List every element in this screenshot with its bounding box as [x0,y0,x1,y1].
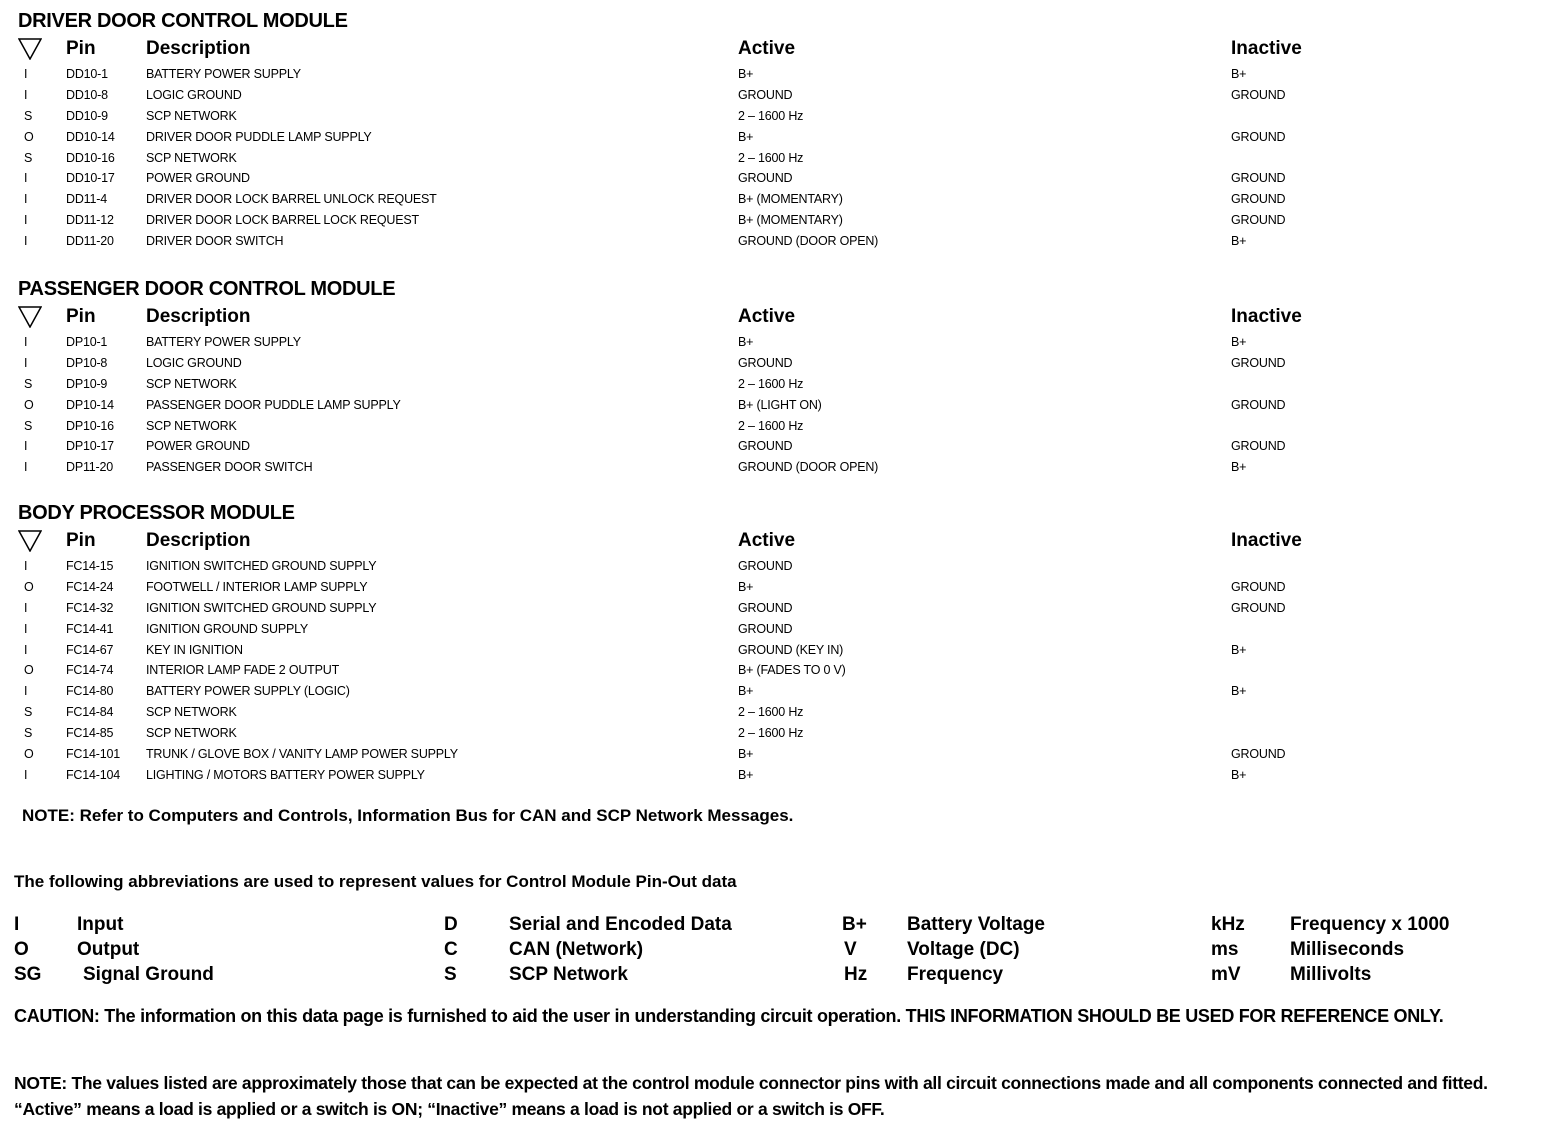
cell-description: PASSENGER DOOR SWITCH [146,460,313,475]
cell-inactive: GROUND [1231,600,1286,615]
abbr-meaning: SCP Network [509,964,628,985]
cell-pin: FC14-74 [66,663,114,678]
cell-type: I [24,767,28,782]
cell-pin: FC14-101 [66,747,120,762]
table-row [18,436,1548,457]
cell-description: INTERIOR LAMP FADE 2 OUTPUT [146,663,340,678]
cell-active: GROUND [738,87,793,102]
cell-active: GROUND [738,559,793,573]
cell-description: PASSENGER DOOR PUDDLE LAMP SUPPLY [146,397,401,412]
table-header [18,526,1548,556]
table-body [18,64,1548,252]
cell-type: I [24,621,28,636]
cell-description: DRIVER DOOR PUDDLE LAMP SUPPLY [146,129,372,144]
cell-type: I [24,684,28,699]
table-row [18,106,1548,127]
cell-active: B+ [738,684,754,699]
cell-pin: DD10-1 [66,67,108,81]
cell-inactive: GROUND [1231,213,1286,228]
table-row [18,723,1548,744]
body-processor-section [18,500,1548,786]
table-header [18,302,1548,332]
cell-pin: FC14-32 [66,600,114,615]
cell-description: SCP NETWORK [146,726,237,741]
abbr-meaning: Frequency [907,964,1004,985]
cell-active: 2 – 1600 Hz [738,150,804,165]
header-active: Active [738,38,796,59]
cell-active: 2 – 1600 Hz [738,726,804,741]
cell-type: O [24,397,34,412]
cell-pin: DP10-17 [66,439,114,454]
cell-inactive: GROUND [1231,439,1286,454]
cell-type: S [24,376,33,391]
cell-type: I [24,234,28,249]
cell-pin: FC14-84 [66,705,114,720]
cell-active: GROUND (DOOR OPEN) [738,234,879,249]
cell-inactive: GROUND [1231,355,1286,370]
cell-active: 2 – 1600 Hz [738,108,804,123]
cell-active: B+ [738,747,754,762]
cell-description: DRIVER DOOR LOCK BARREL UNLOCK REQUEST [146,192,437,207]
table-row [18,640,1548,661]
abbreviations-intro: The following abbreviations are used to represent values for Control Module Pin-Out data [14,872,737,891]
cell-active: GROUND (DOOR OPEN) [738,460,879,475]
table-row [18,85,1548,106]
cell-active: GROUND [738,621,793,636]
abbr-code: kHz [1211,914,1245,935]
abbr-code: SG [14,964,42,985]
cell-active: 2 – 1600 Hz [738,376,804,391]
table-row [18,231,1548,252]
abbr-code: ms [1211,939,1239,960]
table-row [18,189,1548,210]
cell-active: B+ [738,129,754,144]
header-description: Description [146,38,251,59]
cell-description: IGNITION SWITCHED GROUND SUPPLY [146,600,377,615]
cell-active: B+ [738,67,754,81]
cell-pin: FC14-80 [66,684,114,699]
cell-pin: DP10-14 [66,397,114,412]
table-row [18,577,1548,598]
cell-description: LOGIC GROUND [146,355,242,370]
cell-pin: DD11-20 [66,234,114,249]
cell-active: GROUND [738,439,793,454]
cell-description: DRIVER DOOR LOCK BARREL LOCK REQUEST [146,213,419,228]
cell-inactive: B+ [1231,67,1247,81]
abbr-meaning: Serial and Encoded Data [509,914,732,935]
cell-type: S [24,108,33,123]
values-note: NOTE: The values listed are approximately those that can be expected at the control module connector pins with all circuit connections made and all components connected and fitted. “Active” means a load is applied or a switch is ON; “Inactive” means a load is not applied or a switch is OFF. [14,1073,1488,1119]
cell-pin: FC14-15 [66,559,114,573]
abbr-meaning: Battery Voltage [907,914,1045,935]
cell-active: B+ (MOMENTARY) [738,213,843,228]
abbr-meaning: Frequency x 1000 [1290,914,1450,935]
cell-description: SCP NETWORK [146,376,237,391]
cell-type: I [24,171,28,186]
triangle-icon [18,38,42,60]
cell-inactive: B+ [1231,234,1247,249]
cell-inactive: B+ [1231,642,1247,657]
header-pin: Pin [66,38,96,59]
table-header [18,34,1548,64]
abbr-code: S [444,964,457,985]
network-note: NOTE: Refer to Computers and Controls, Information Bus for CAN and SCP Network Messages. [22,806,794,825]
cell-description: BATTERY POWER SUPPLY (LOGIC) [146,684,350,699]
section-title: DRIVER DOOR CONTROL MODULE [18,10,348,32]
cell-pin: FC14-67 [66,642,114,657]
cell-pin: DD10-9 [66,108,108,123]
cell-pin: DD10-17 [66,171,115,186]
abbr-code: I [14,914,20,935]
table-row [18,457,1548,478]
cell-pin: DD11-4 [66,192,107,207]
cell-type: I [24,192,28,207]
cell-type: I [24,559,28,573]
table-row [18,416,1548,437]
header-description: Description [146,306,251,327]
cell-inactive: GROUND [1231,192,1286,207]
cell-active: B+ (FADES TO 0 V) [738,663,846,678]
abbr-code: B+ [842,914,867,935]
cell-inactive: GROUND [1231,747,1286,762]
table-body [18,332,1548,478]
header-pin: Pin [66,306,96,327]
table-row [18,744,1548,765]
table-row [18,127,1548,148]
abbr-meaning: Milliseconds [1290,939,1405,960]
abbr-code: Hz [844,964,868,985]
cell-pin: FC14-104 [66,767,120,782]
cell-description: BATTERY POWER SUPPLY [146,67,301,81]
cell-description: DRIVER DOOR SWITCH [146,234,284,249]
driver-door-section [18,8,1548,252]
table-row [18,395,1548,416]
abbr-meaning: Millivolts [1290,964,1372,985]
abbreviations-table [14,912,1554,990]
abbr-code: mV [1211,964,1241,985]
abbr-code: V [844,939,857,960]
cell-pin: DP10-8 [66,355,108,370]
cell-description: LIGHTING / MOTORS BATTERY POWER SUPPLY [146,767,425,782]
cell-inactive: GROUND [1231,129,1286,144]
cell-description: SCP NETWORK [146,705,237,720]
cell-inactive: GROUND [1231,579,1286,594]
table-row [18,332,1548,353]
cell-active: B+ (MOMENTARY) [738,192,843,207]
cell-description: POWER GROUND [146,171,250,186]
cell-inactive: B+ [1231,767,1247,782]
cell-description: BATTERY POWER SUPPLY [146,335,301,349]
cell-inactive: B+ [1231,460,1247,475]
cell-pin: DD10-16 [66,150,115,165]
header-active: Active [738,530,796,551]
cell-active: 2 – 1600 Hz [738,418,804,433]
cell-type: S [24,418,33,433]
table-row [18,619,1548,640]
header-description: Description [146,530,251,551]
section-title: BODY PROCESSOR MODULE [18,502,295,524]
cell-type: O [24,747,34,762]
table-row [18,702,1548,723]
cell-type: S [24,726,33,741]
cell-inactive: B+ [1231,684,1247,699]
abbr-meaning: Voltage (DC) [907,939,1020,960]
cell-type: I [24,355,28,370]
cell-description: IGNITION GROUND SUPPLY [146,621,309,636]
cell-type: I [24,600,28,615]
cell-description: LOGIC GROUND [146,87,242,102]
cell-type: I [24,642,28,657]
cell-description: SCP NETWORK [146,150,237,165]
header-inactive: Inactive [1231,530,1302,551]
cell-active: B+ [738,579,754,594]
table-row [18,681,1548,702]
table-row [18,148,1548,169]
cell-pin: DP11-20 [66,460,114,475]
cell-pin: DP10-16 [66,418,114,433]
abbr-code: D [444,914,458,935]
triangle-icon [18,530,42,552]
abbr-meaning: CAN (Network) [509,939,644,960]
table-row [18,64,1548,85]
section-title: PASSENGER DOOR CONTROL MODULE [18,278,396,300]
cell-pin: DP10-9 [66,376,108,391]
cell-inactive: B+ [1231,335,1247,349]
cell-pin: DD10-14 [66,129,115,144]
cell-pin: FC14-41 [66,621,114,636]
cell-active: GROUND [738,171,793,186]
abbr-meaning: Input [77,914,124,935]
abbr-meaning: Output [77,939,140,960]
cell-description: IGNITION SWITCHED GROUND SUPPLY [146,559,377,573]
header-inactive: Inactive [1231,38,1302,59]
table-row [18,660,1548,681]
abbr-code: C [444,939,458,960]
cell-active: B+ [738,767,754,782]
passenger-door-section [18,276,1548,478]
header-inactive: Inactive [1231,306,1302,327]
cell-type: S [24,150,33,165]
cell-description: KEY IN IGNITION [146,642,243,657]
cell-type: I [24,335,28,349]
cell-active: GROUND [738,355,793,370]
abbr-meaning: Signal Ground [83,964,214,985]
table-row [18,374,1548,395]
header-active: Active [738,306,796,327]
cell-description: SCP NETWORK [146,418,237,433]
cell-inactive: GROUND [1231,397,1286,412]
cell-pin: DD10-8 [66,87,108,102]
cell-type: I [24,213,28,228]
cell-inactive: GROUND [1231,171,1286,186]
table-row [18,210,1548,231]
cell-active: GROUND (KEY IN) [738,642,844,657]
cell-pin: FC14-24 [66,579,114,594]
caution-text: CAUTION: The information on this data page is furnished to aid the user in understanding circuit operation. THIS INFORMATION SHOULD BE USED FOR REFERENCE ONLY. [14,1006,1444,1026]
cell-pin: DP10-1 [66,335,108,349]
cell-active: 2 – 1600 Hz [738,705,804,720]
cell-description: SCP NETWORK [146,108,237,123]
cell-type: I [24,67,28,81]
cell-type: O [24,579,34,594]
cell-description: POWER GROUND [146,439,250,454]
cell-type: S [24,705,33,720]
cell-active: B+ [738,335,754,349]
cell-active: B+ (LIGHT ON) [738,397,822,412]
table-row [18,353,1548,374]
table-row [18,168,1548,189]
cell-pin: DD11-12 [66,213,114,228]
table-row [18,598,1548,619]
cell-description: FOOTWELL / INTERIOR LAMP SUPPLY [146,579,368,594]
table-row [18,556,1548,577]
triangle-icon [18,306,42,328]
table-body [18,556,1548,786]
cell-pin: FC14-85 [66,726,114,741]
table-row [18,765,1548,786]
cell-type: I [24,460,28,475]
cell-active: GROUND [738,600,793,615]
cell-type: O [24,129,34,144]
cell-description: TRUNK / GLOVE BOX / VANITY LAMP POWER SUPPLY [146,747,458,762]
abbr-code: O [14,939,29,960]
cell-inactive: GROUND [1231,87,1286,102]
cell-type: I [24,87,28,102]
header-pin: Pin [66,530,96,551]
cell-type: I [24,439,28,454]
cell-type: O [24,663,34,678]
